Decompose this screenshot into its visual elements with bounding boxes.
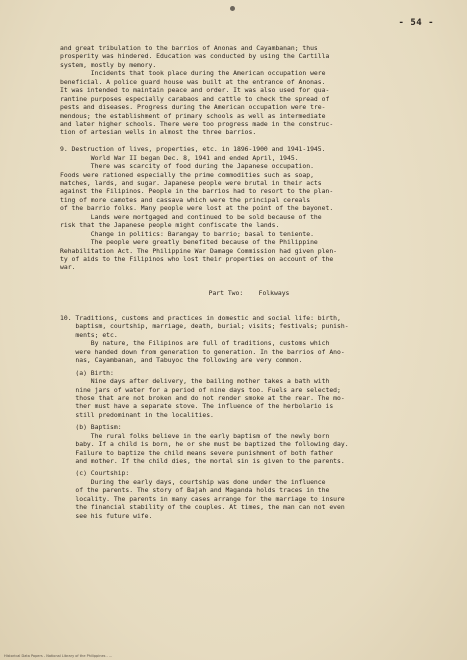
text-line: matches, lards, and sugar. Japanese people were brutal in their acts — [60, 179, 322, 187]
text-line: nine jars of water for a period of nine days too. Fuels are selected; — [60, 385, 341, 394]
text-line: It was intended to maintain peace and order. It was also used for qua- — [60, 86, 330, 95]
text-line: still predominant in the localities. — [60, 410, 214, 419]
text-line: and great tribulation to the barrios of Anonas and Cayambanan; thus — [60, 44, 318, 52]
text-line: 10. Traditions, customs and practices in domestic and social life: birth, — [60, 314, 341, 322]
punch-hole — [230, 6, 235, 11]
page-number: - 54 - — [398, 18, 434, 28]
text-line: ments; etc. — [60, 330, 118, 339]
text-line: tion of artesian wells in almost the three barrios. — [60, 128, 257, 137]
text-line: (b) Baptism: — [60, 423, 122, 432]
text-line: rantine purposes especially carabaos and cattle to check the spread of — [60, 94, 330, 103]
text-line: By nature, the Filipinos are full of traditions, customs which — [60, 339, 330, 348]
text-line: system, mostly by memory. — [60, 60, 157, 69]
text-line: Incidents that took place during the American occupation were — [60, 69, 326, 78]
text-line: nas, Cayambanan, and Tabuyoc the following are very common. — [60, 356, 303, 365]
blank-line — [60, 272, 438, 280]
text-line: and mother. If the child dies, the mortal sin is given to the parents. — [60, 457, 345, 465]
text-line: ty of aids to the Filipinos who lost their properties on account of the — [60, 254, 334, 263]
text-line: World War II began Dec. 8, 1941 and ended April, 1945. — [60, 153, 299, 162]
text-line: baptism, courtship, marriage, death, burial; visits; festivals; punish- — [60, 322, 349, 331]
text-line: 9. Destruction of lives, properties, etc. in 1896-1900 and 1941-1945. — [60, 145, 326, 154]
document-body — [60, 44, 438, 520]
blank-line — [60, 280, 438, 288]
text-line: Failure to baptize the child means severe punishment of both father — [60, 448, 334, 457]
text-line: Rehabilitation Act. The Philippine War Damage Commission had given plen- — [60, 246, 338, 255]
text-line: locality. The parents in many cases arrange for the marriage to insure — [60, 494, 345, 503]
text-line: There was scarcity of food during the Japanese occupation. — [60, 162, 314, 171]
text-line: (c) Courtship: — [60, 469, 130, 478]
text-line: Nine days after delivery, the bailing mother takes a bath with — [60, 377, 330, 386]
blank-line — [60, 306, 438, 314]
text-line: ther must have a separate stove. The influence of the herbolario is — [60, 402, 334, 411]
text-line: risk that the Japanese people might confiscate the lands. — [60, 221, 280, 230]
text-line: The rural folks believe in the early baptism of the newly born — [60, 431, 330, 440]
text-line: Change in politics: Barangay to barrio; basal to teniente. — [60, 229, 314, 238]
text-line: and later higher schools. There were too progress made in the construc- — [60, 119, 334, 128]
text-line: (a) Birth: — [60, 368, 114, 377]
text-line: ting of more camotes and cassava which were the principal cereals — [60, 195, 311, 204]
footer-caption: Historical Data Papers - National Library of the Philippines - ... — [4, 654, 113, 658]
text-line: those that are not broken and do not render smoke at the rear. The mo- — [60, 393, 345, 402]
text-line: Lands were mortgaged and continued to be sold because of the — [60, 212, 322, 221]
text-line: war. — [60, 263, 76, 272]
text-line: were handed down from generation to generation. In the barrios of Ano- — [60, 347, 345, 356]
text-line: the financial stability of the couples. At times, the man can not even — [60, 503, 345, 512]
section-heading: Part Two: Folkways — [208, 288, 290, 297]
text-line: of the barrio folks. Many people were lost at the point of the bayonet. — [60, 204, 334, 213]
text-line: beneficial. A police guard house was built at the entrance of Anonas. — [60, 77, 326, 86]
blank-line — [60, 297, 438, 305]
text-line: The people were greatly benefited because of the Philippine — [60, 238, 318, 247]
text-line: baby. If a child is born, he or she must be baptized the following day. — [60, 440, 349, 449]
text-line: prosperity was hindered. Education was conducted by using the Cartilla — [60, 52, 330, 61]
text-line: mendous; the establishment of primary schools as well as intermediate — [60, 111, 326, 120]
blank-line — [60, 137, 438, 145]
text-line: against the Filipinos. People in the barrios had to resort to the plan- — [60, 187, 334, 196]
text-line: During the early days, courtship was done under the influence — [60, 477, 326, 486]
text-line: see his future wife. — [60, 511, 153, 520]
text-line: Foods were rationed especially the prime commodities such as soap, — [60, 170, 314, 179]
text-line: pests and diseases. Progress during the American occupation were tre- — [60, 103, 326, 112]
text-line: of the parents. The story of Bajah and Maganda holds traces in the — [60, 486, 330, 495]
